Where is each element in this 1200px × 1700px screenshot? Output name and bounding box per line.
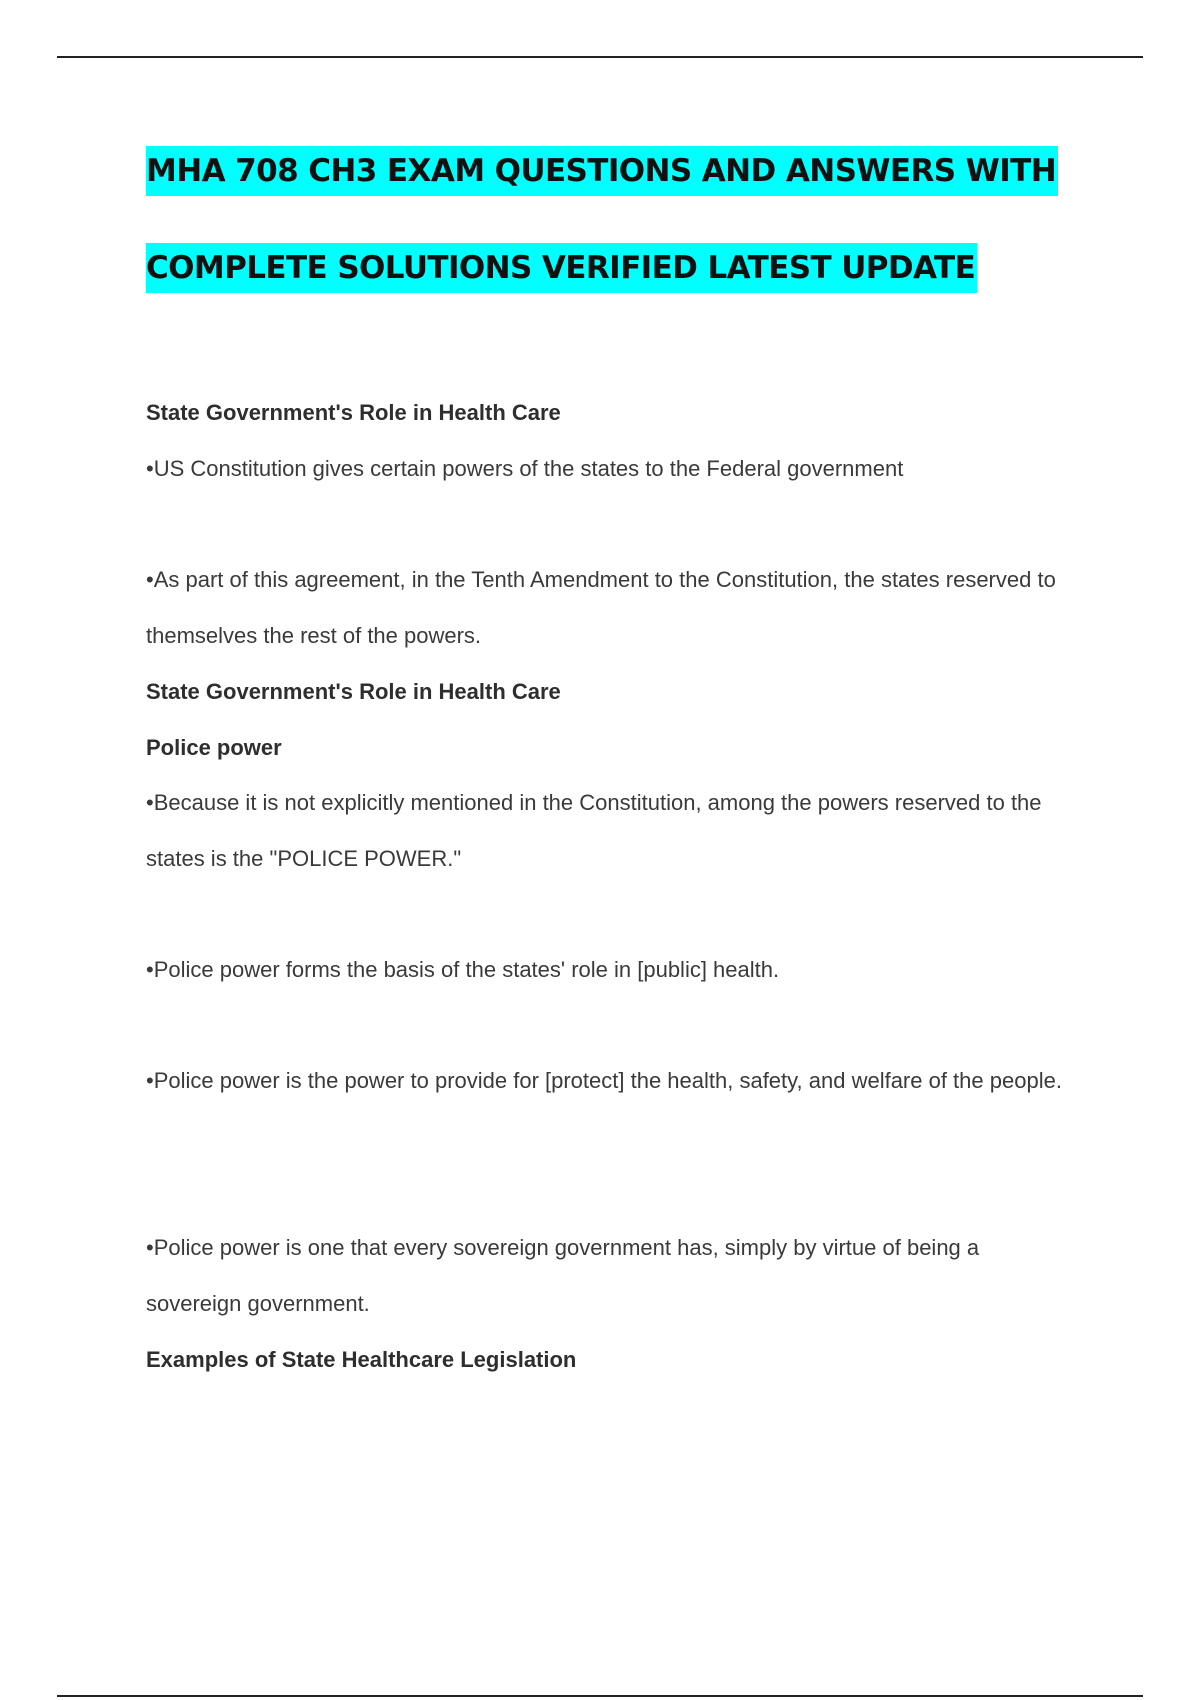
bullet-paragraph: •Police power is the power to provide for [protect] the health, safety, and welfare of the people. (146, 1068, 1062, 1093)
document-title-line-1: MHA 708 CH3 EXAM QUESTIONS AND ANSWERS WITH (146, 146, 1058, 196)
bullet-paragraph: •Police power forms the basis of the states' role in [public] health. (146, 957, 780, 982)
section-heading: State Government's Role in Health Care (146, 400, 561, 425)
bottom-rule (57, 1695, 1143, 1697)
bullet-paragraph: •US Constitution gives certain powers of the states to the Federal government (146, 456, 904, 481)
bullet-paragraph: •As part of this agreement, in the Tenth Amendment to the Constitution, the states reserved to themselves the rest of the powers. (146, 567, 1056, 648)
section-heading: State Government's Role in Health Care (146, 679, 561, 704)
bullet-paragraph: •Police power is one that every sovereign government has, simply by virtue of being a sovereign government. (146, 1235, 980, 1316)
bullet-paragraph: •Because it is not explicitly mentioned in the Constitution, among the powers reserved to the states is the "POLICE POWER." (146, 790, 1042, 871)
document-title-line-2: COMPLETE SOLUTIONS VERIFIED LATEST UPDATE (146, 243, 977, 293)
top-rule (57, 56, 1143, 58)
subheading: Police power (146, 735, 282, 760)
section-heading: Examples of State Healthcare Legislation (146, 1347, 577, 1372)
